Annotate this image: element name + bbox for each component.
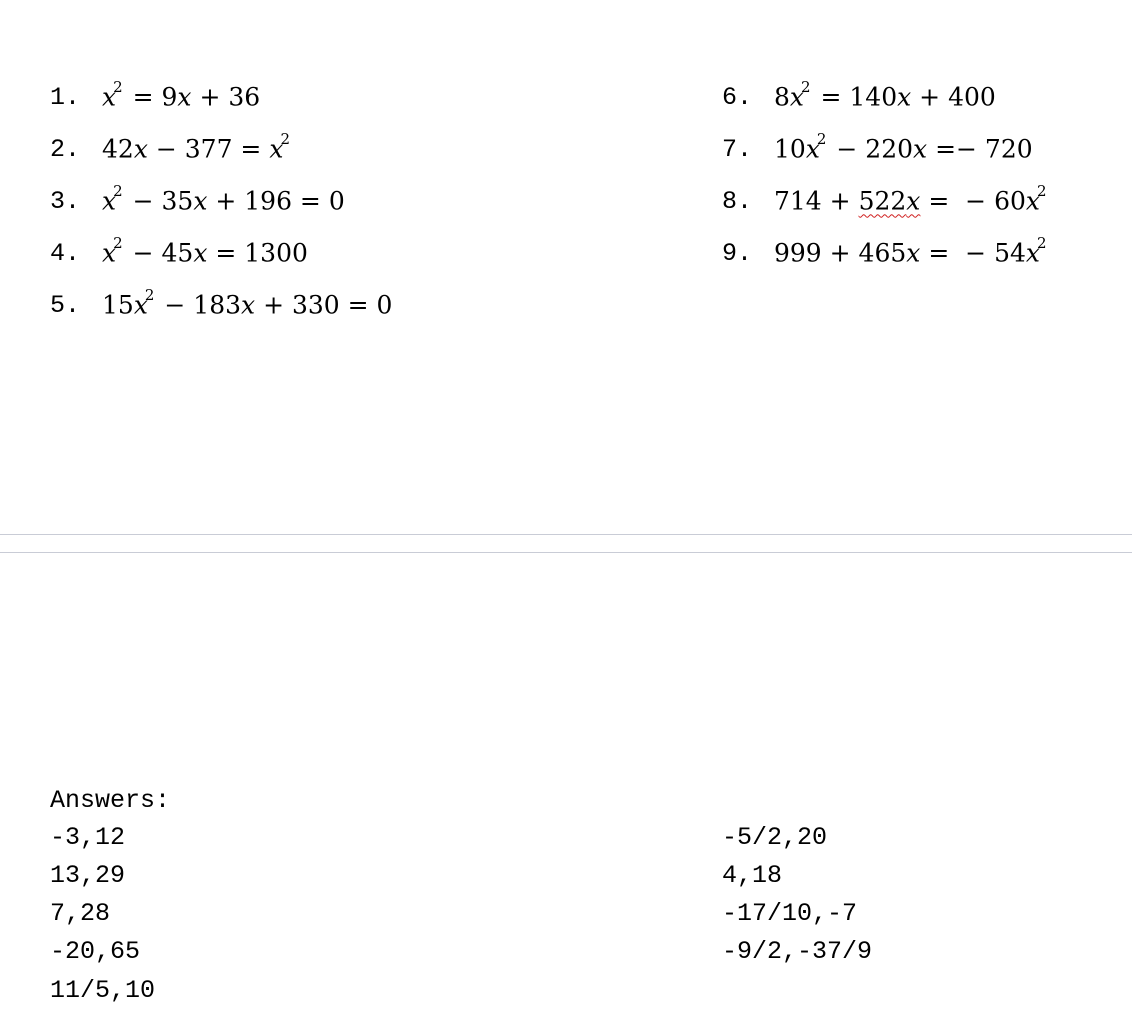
equation: $x^2 - 45x = 1300$ [102, 234, 308, 268]
answer-6: -5/2,20 [722, 823, 828, 852]
problem-number: 4. [50, 238, 81, 268]
answer-7: 4,18 [722, 861, 783, 890]
spellcheck-underline[interactable]: 522x [858, 186, 921, 216]
answer-8: -17/10,-7 [722, 899, 858, 928]
equation: $10x^2 - 220x =- 720$ [774, 130, 1033, 164]
answer-5: 11/5,10 [50, 976, 156, 1005]
equation: $15x^2 - 183x + 330 = 0$ [102, 286, 393, 320]
problem-7 [722, 132, 1033, 166]
equation: $42x - 377 = x^2$ [102, 130, 290, 164]
problem-number: 1. [50, 82, 81, 112]
answer-9: -9/2,-37/9 [722, 937, 873, 966]
equation: $x^2 - 35x + 196 = 0$ [102, 182, 345, 216]
problem-number: 7. [722, 134, 753, 164]
equation: $x^2 = 9x + 36$ [102, 78, 261, 112]
problem-9 [722, 236, 1049, 270]
problem-number: 5. [50, 290, 81, 320]
problem-3 [50, 184, 345, 218]
answer-2: 13,29 [50, 861, 126, 890]
problem-1 [50, 80, 260, 114]
answers-heading: Answers: [50, 786, 171, 815]
problem-2 [50, 132, 292, 166]
problem-8 [722, 184, 1049, 218]
problem-4 [50, 236, 308, 270]
page-divider-bottom [0, 552, 1132, 553]
answer-3: 7,28 [50, 899, 111, 928]
problem-6 [722, 80, 996, 114]
problem-number: 2. [50, 134, 81, 164]
problem-number: 6. [722, 82, 753, 112]
problem-number: 8. [722, 186, 753, 216]
page-divider-top [0, 534, 1132, 535]
answer-4: -20,65 [50, 937, 141, 966]
problem-number: 3. [50, 186, 81, 216]
equation: $8x^2 = 140x + 400$ [774, 78, 996, 112]
equation: 999 + 465x = − $54x^2$ [774, 234, 1047, 268]
equation: 714 + 522x = − $60x^2$ [774, 182, 1047, 216]
problem-5 [50, 288, 392, 322]
problem-number: 9. [722, 238, 753, 268]
answer-1: -3,12 [50, 823, 126, 852]
